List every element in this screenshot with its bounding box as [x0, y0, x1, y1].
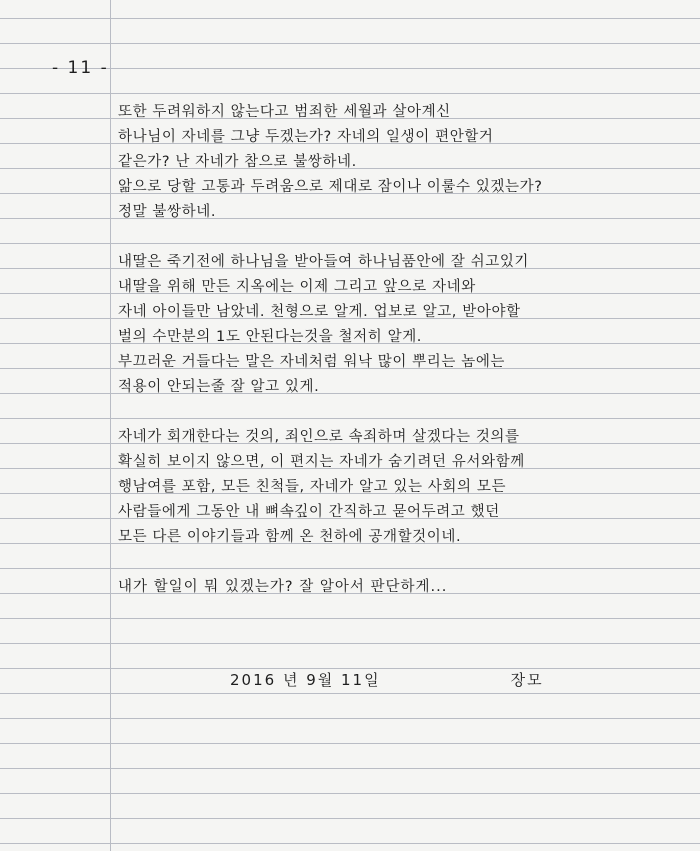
text-line: 하나님이 자네를 그냥 두겠는가? 자네의 일생이 편안할거 — [118, 129, 494, 145]
text-line: 내딸을 위해 만든 지옥에는 이제 그리고 앞으로 자네와 — [118, 279, 476, 295]
letter-body — [118, 100, 672, 600]
text-line: 앎으로 당할 고통과 두려움으로 제대로 잠이나 이룰수 있겠는가? — [118, 179, 543, 195]
text-line: 같은가? 난 자네가 참으로 불쌍하네. — [118, 154, 357, 170]
paragraph-gap — [118, 550, 672, 575]
signature: 장모 — [510, 671, 544, 689]
signature-block — [230, 669, 544, 690]
paragraph-gap — [118, 225, 672, 250]
text-line: 모든 다른 이야기들과 함께 온 천하에 공개할것이네. — [118, 529, 462, 545]
text-line: 적용이 안되는줄 잘 알고 있게. — [118, 379, 320, 395]
text-line: 행남여를 포함, 모든 친척들, 자네가 알고 있는 사회의 모든 — [118, 479, 507, 495]
paragraph-gap — [118, 400, 672, 425]
text-line: 또한 두려워하지 않는다고 범죄한 세월과 살아계신 — [118, 104, 451, 120]
page-number: - 11 - — [52, 58, 109, 78]
text-line: 내딸은 죽기전에 하나님을 받아들여 하나님품안에 잘 쉬고있기 — [118, 254, 530, 270]
margin-rule — [0, 0, 111, 851]
text-line: 자네가 회개한다는 것의, 죄인으로 속죄하며 살겠다는 것의를 — [118, 429, 520, 445]
text-line: 사람들에게 그동안 내 뼈속깊이 간직하고 묻어두려고 했던 — [118, 504, 500, 520]
text-line: 정말 불쌍하네. — [118, 204, 217, 220]
text-line: 벌의 수만분의 1도 안된다는것을 철저히 알게. — [118, 329, 423, 345]
text-line: 부끄러운 거들다는 말은 자네처럼 워낙 많이 뿌리는 놈에는 — [118, 354, 506, 370]
letter-date: 2016 년 9월 11일 — [230, 671, 381, 689]
closing-line: 내가 할일이 뭐 있겠는가? 잘 알아서 판단하게... — [118, 579, 448, 595]
text-line: 자네 아이들만 남았네. 천형으로 알게. 업보로 알고, 받아야할 — [118, 304, 521, 320]
text-line: 확실히 보이지 않으면, 이 편지는 자네가 숨기려던 유서와함께 — [118, 454, 525, 470]
